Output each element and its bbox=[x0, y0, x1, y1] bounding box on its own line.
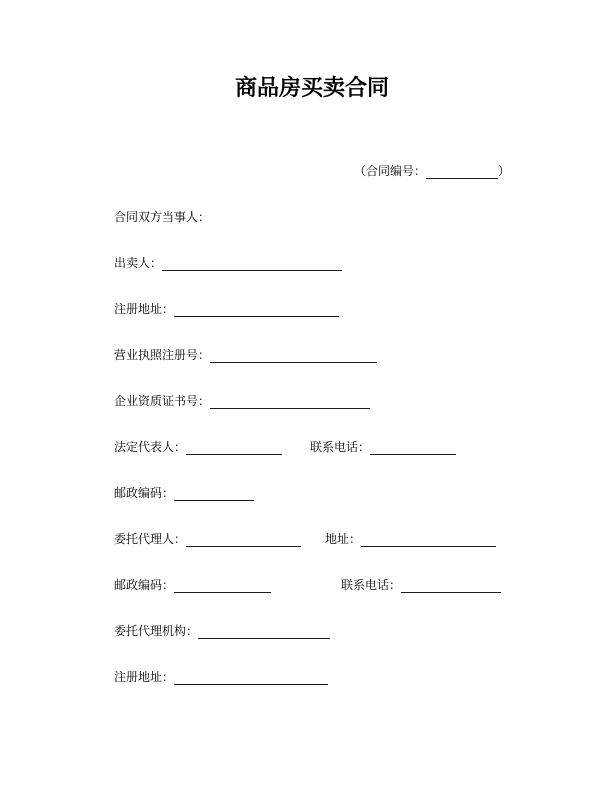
blank-entrusted-agency bbox=[198, 625, 330, 639]
field-label-postal-code: 邮政编码： bbox=[114, 486, 175, 500]
blank-entrusted-agent bbox=[186, 533, 301, 547]
blank-registered-address bbox=[174, 303, 339, 317]
field-label-contact-phone: 联系电话： bbox=[310, 440, 371, 454]
field-label-entrusted-agency: 委托代理机构： bbox=[114, 624, 199, 638]
blank-postal-code bbox=[174, 487, 254, 501]
row-postal-code bbox=[114, 485, 510, 501]
parties-heading-row bbox=[114, 209, 510, 225]
row-registered-address-2 bbox=[114, 669, 510, 685]
row-registered-address bbox=[114, 301, 510, 317]
blank-seller bbox=[162, 257, 342, 271]
field-label-entrusted-agent: 委托代理人： bbox=[114, 532, 187, 546]
field-label-seller: 出卖人： bbox=[114, 256, 163, 270]
field-label-agent-address: 地址： bbox=[325, 532, 362, 546]
blank-postal-code-2 bbox=[174, 579, 271, 593]
field-label-business-license-no: 营业执照注册号： bbox=[114, 348, 211, 362]
row-qualification-cert-no bbox=[114, 393, 510, 409]
blank-registered-address-2 bbox=[174, 671, 328, 685]
field-label-contact-phone-2: 联系电话： bbox=[341, 578, 402, 592]
field-label-legal-representative: 法定代表人： bbox=[114, 440, 187, 454]
contract-number-line bbox=[114, 163, 510, 179]
row-entrusted-agent bbox=[114, 531, 510, 547]
contract-number-close-paren: ） bbox=[497, 164, 510, 178]
row-postal-code-2 bbox=[114, 577, 510, 593]
parties-heading: 合同双方当事人： bbox=[114, 210, 211, 224]
field-label-qualification-cert-no: 企业资质证书号： bbox=[114, 394, 211, 408]
row-seller bbox=[114, 255, 510, 271]
blank-agent-address bbox=[361, 533, 496, 547]
row-legal-representative bbox=[114, 439, 510, 455]
contract-number-blank bbox=[426, 165, 498, 179]
row-entrusted-agency bbox=[114, 623, 510, 639]
field-label-registered-address-2: 注册地址： bbox=[114, 670, 175, 684]
contract-number-label: （合同编号： bbox=[353, 164, 426, 178]
field-label-postal-code-2: 邮政编码： bbox=[114, 578, 175, 592]
blank-qualification-cert-no bbox=[210, 395, 370, 409]
blank-contact-phone bbox=[370, 441, 456, 455]
blank-legal-representative bbox=[186, 441, 282, 455]
blank-business-license-no bbox=[210, 349, 377, 363]
blank-contact-phone-2 bbox=[401, 579, 501, 593]
field-label-registered-address: 注册地址： bbox=[114, 302, 175, 316]
document-title: 商品房买卖合同 bbox=[234, 75, 389, 100]
row-business-license-no bbox=[114, 347, 510, 363]
